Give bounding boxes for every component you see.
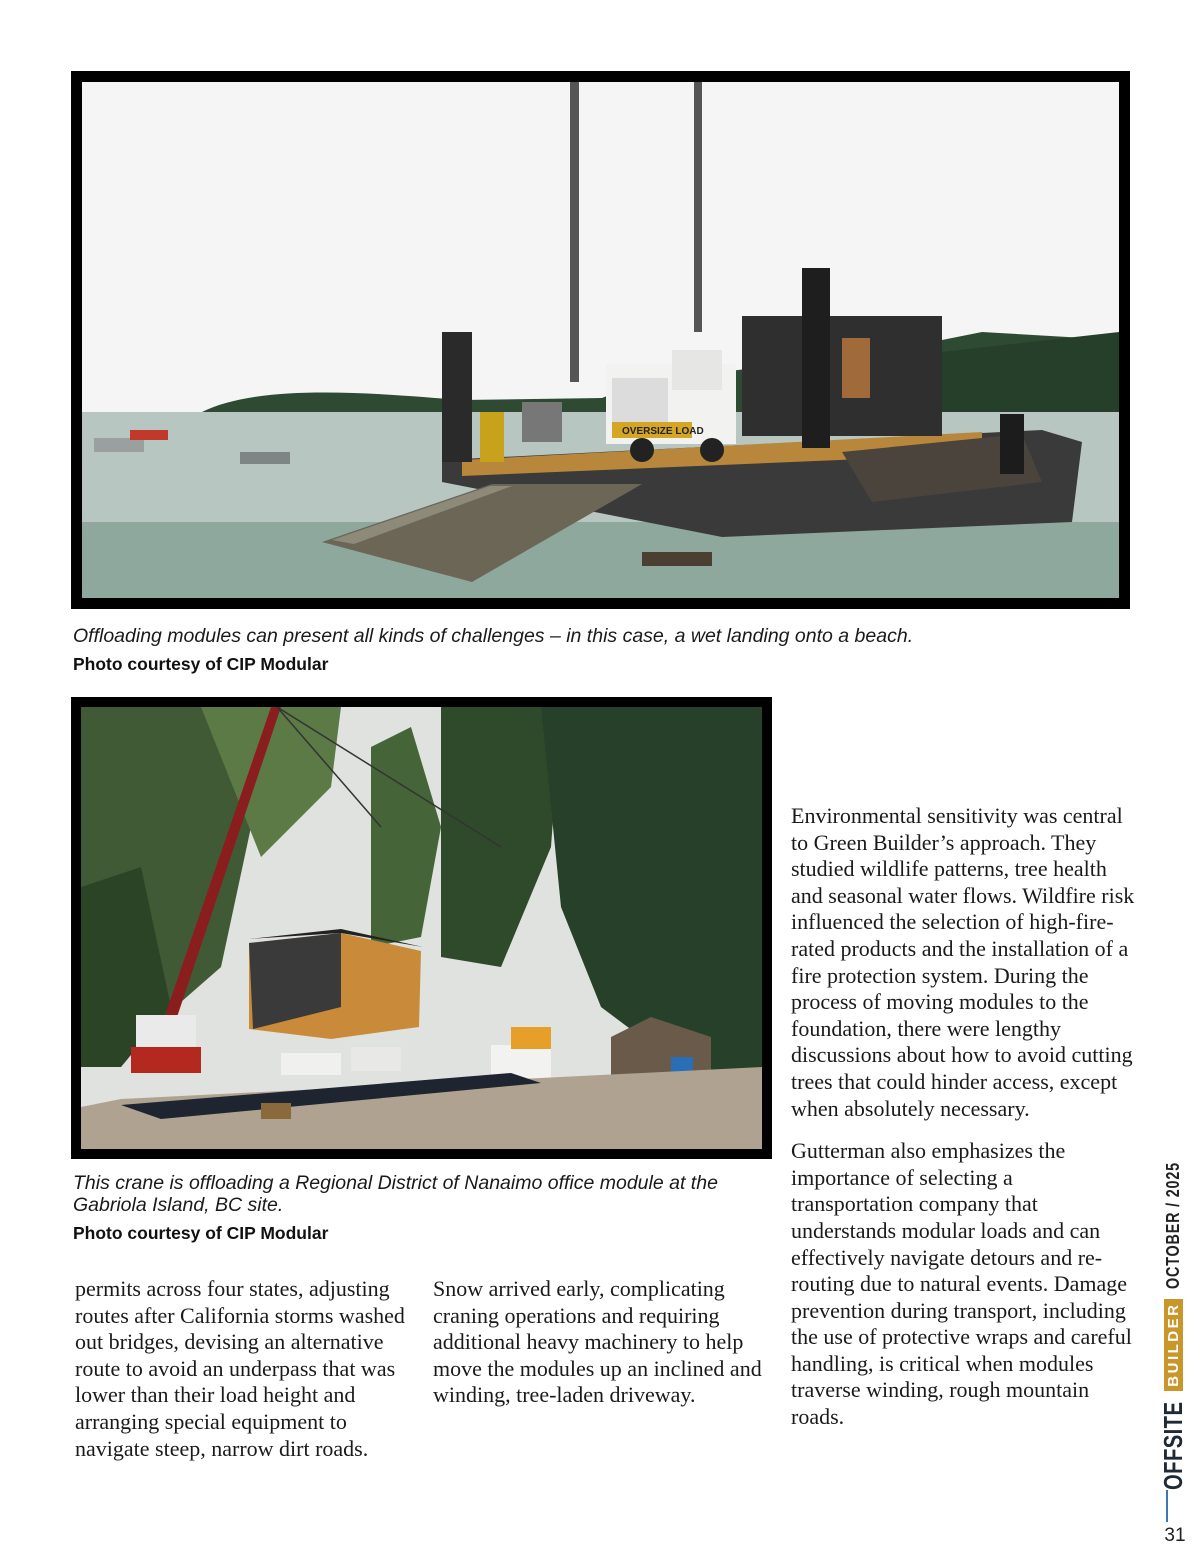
article-paragraph: Gutterman also emphasizes the importance of selecting a transportation company that understands modular loads and can effectively navigate detours and re-routing due to natural events. Damage prevention during transport, including the use of protective wraps and careful handling, is critical when modules traverse winding, rough mountain roads. xyxy=(791,1138,1132,1430)
article-paragraph: Environmental sensitivity was central to Green Builder’s approach. They studied wildlife patterns, tree health and seasonal water flows. Wildfire risk influenced the selection of high-fire-rated products and the installation of a fire protection system. During the process of moving modules to the foundation, there were lengthy discussions about how to avoid cutting trees that could hinder access, except when absolutely necessary. xyxy=(791,803,1135,1121)
oversize-load-sign: OVERSIZE LOAD xyxy=(622,426,704,437)
crane-offloading-photo xyxy=(71,697,772,1159)
crane-photo-image xyxy=(81,707,762,1149)
photo-credit-crane: Photo courtesy of CIP Modular xyxy=(73,1223,329,1243)
folio-divider xyxy=(1166,1490,1168,1522)
barge-photo-image xyxy=(82,82,1119,598)
brand-builder-wordmark: BUILDER xyxy=(1164,1299,1183,1391)
photo-credit-barge: Photo courtesy of CIP Modular xyxy=(73,654,329,674)
photo-caption-barge: Offloading modules can present all kinds of challenges – in this case, a wet landing onto a beach. xyxy=(73,625,914,647)
article-paragraph: Snow arrived early, complicating craning operations and requiring additional heavy machinery to help move the modules up an inclined and winding, tree-laden driveway. xyxy=(433,1276,762,1408)
article-column-left xyxy=(75,1276,410,1462)
article-paragraph: permits across four states, adjusting routes after California storms washed out bridges, devising an alternative route to avoid an underpass that was lower than their load height and arranging special equipment to navigate steep, narrow dirt roads. xyxy=(75,1276,405,1461)
photo-caption-crane: This crane is offloading a Regional District of Nanaimo office module at the Gabriola Island, BC site. xyxy=(73,1172,718,1216)
brand-offsite-wordmark: OFFSITE xyxy=(1157,1401,1188,1490)
page-number: 31 xyxy=(1164,1525,1186,1546)
article-column-right xyxy=(791,803,1136,1431)
magazine-folio xyxy=(1158,1140,1188,1490)
article-column-middle xyxy=(433,1276,768,1409)
barge-offloading-photo xyxy=(71,71,1130,609)
issue-date: OCTOBER / 2025 xyxy=(1162,1161,1183,1289)
